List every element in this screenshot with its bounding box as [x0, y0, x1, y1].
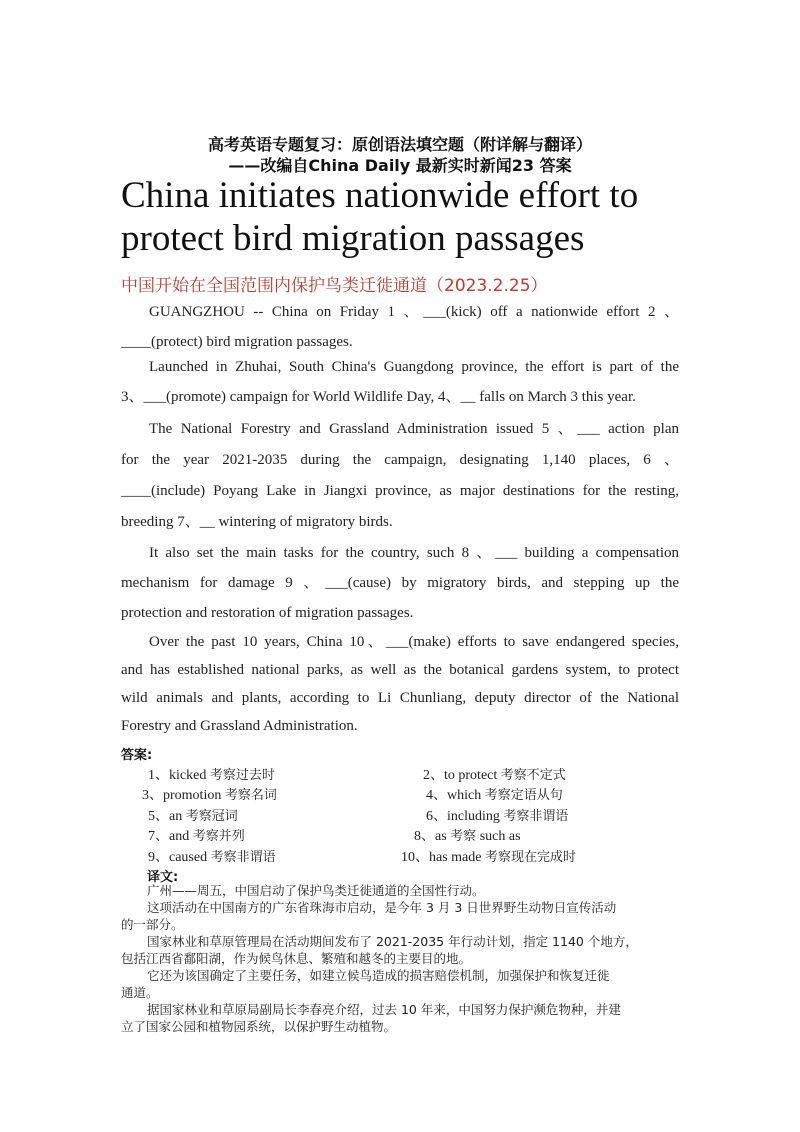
article-title-line-2: protect bird migration passages [121, 218, 585, 259]
translation-paragraph-5: 据国家林业和草原局副局长李春亮介绍，过去 10 年来，中国努力保护濒危物种，并建 立了国家公园和植物园系统，以保护野生动植物。 [121, 1002, 621, 1034]
answer-item: 7、and 考察并列 [148, 829, 245, 844]
paragraph-line: The National Forestry and Grassland Administration issued 5 、___ action plan [149, 421, 679, 437]
answer-item: 9、caused 考察非谓语 [148, 850, 276, 865]
paragraph-line: Launched in Zhuhai, South China's Guangdong province, the effort is part of the [149, 359, 679, 375]
paragraph-line: Forestry and Grassland Administration. [121, 718, 358, 734]
paragraph-line: ____(protect) bird migration passages. [121, 334, 353, 350]
paragraph-line: 3、___(promote) campaign for World Wildlife Day, 4、__ falls on March 3 this year. [121, 389, 636, 405]
paragraph-line: for the year 2021-2035 during the campaign, designating 1,140 places, 6 、 [121, 452, 679, 468]
answer-item: 8、as 考察 such as [414, 829, 521, 844]
paragraph-5 [121, 628, 679, 740]
answer-item: 3、promotion 考察名词 [142, 788, 277, 803]
header-line-1: 高考英语专题复习：原创语法填空题（附详解与翻译） [207, 135, 592, 154]
answers-heading: 答案: [121, 748, 153, 763]
paragraph-line: and has established national parks, as well as the botanical gardens system, to protect [121, 662, 679, 678]
answer-item: 2、to protect 考察不定式 [423, 768, 566, 783]
answer-item: 10、has made 考察现在完成时 [401, 850, 576, 865]
paragraph-line: breeding 7、__ wintering of migratory birds. [121, 514, 393, 530]
paragraph-line: mechanism for damage 9 、___(cause) by migratory birds, and stepping up the [121, 575, 679, 591]
paragraph-line: Over the past 10 years, China 10、___(make) efforts to save endangered species, [149, 634, 679, 650]
paragraph-line: wild animals and plants, according to Li Chunliang, deputy director of the National [121, 690, 679, 706]
translation-heading: 译文: [147, 870, 179, 885]
paragraph-3 [121, 414, 679, 538]
paragraph-line: ____(include) Poyang Lake in Jiangxi province, as major destinations for the resting, [121, 483, 679, 499]
paragraph-1 [121, 297, 679, 357]
paragraph-line: protection and restoration of migration passages. [121, 605, 414, 621]
translation-paragraph-1: 广州——周五，中国启动了保护鸟类迁徙通道的全国性行动。 [147, 883, 485, 898]
header-line-2: ——改编自China Daily 最新实时新闻23 答案 [228, 156, 572, 175]
translation-paragraph-2: 这项活动在中国南方的广东省珠海市启动，是今年 3 月 3 日世界野生动物日宣传活动 的一部分。 [121, 900, 617, 932]
article-subtitle: 中国开始在全国范围内保护鸟类迁徙通道（2023.2.25） [121, 276, 548, 296]
translation-paragraph-4: 它还为该国确定了主要任务，如建立候鸟造成的损害赔偿机制，加强保护和恢复迁徙 通道。 [121, 968, 610, 1000]
answer-item: 4、which 考察定语从句 [426, 788, 563, 803]
answer-item: 6、including 考察非谓语 [426, 809, 569, 824]
translation-paragraph-3: 国家林业和草原管理局在活动期间发布了 2021-2035 年行动计划，指定 1140 个地方， 包括江西省鄱阳湖，作为候鸟休息、繁殖和越冬的主要目的地。 [121, 934, 638, 966]
paragraph-2 [121, 352, 679, 412]
paragraph-4 [121, 538, 679, 628]
paragraph-line: It also set the main tasks for the country, such 8 、___ building a compensation [149, 545, 679, 561]
paragraph-line: GUANGZHOU -- China on Friday 1 、___(kick) off a nationwide effort 2 、 [149, 304, 679, 320]
article-title-line-1: China initiates nationwide effort to [121, 175, 639, 216]
answer-item: 1、kicked 考察过去时 [148, 768, 275, 783]
answer-item: 5、an 考察冠词 [148, 809, 238, 824]
